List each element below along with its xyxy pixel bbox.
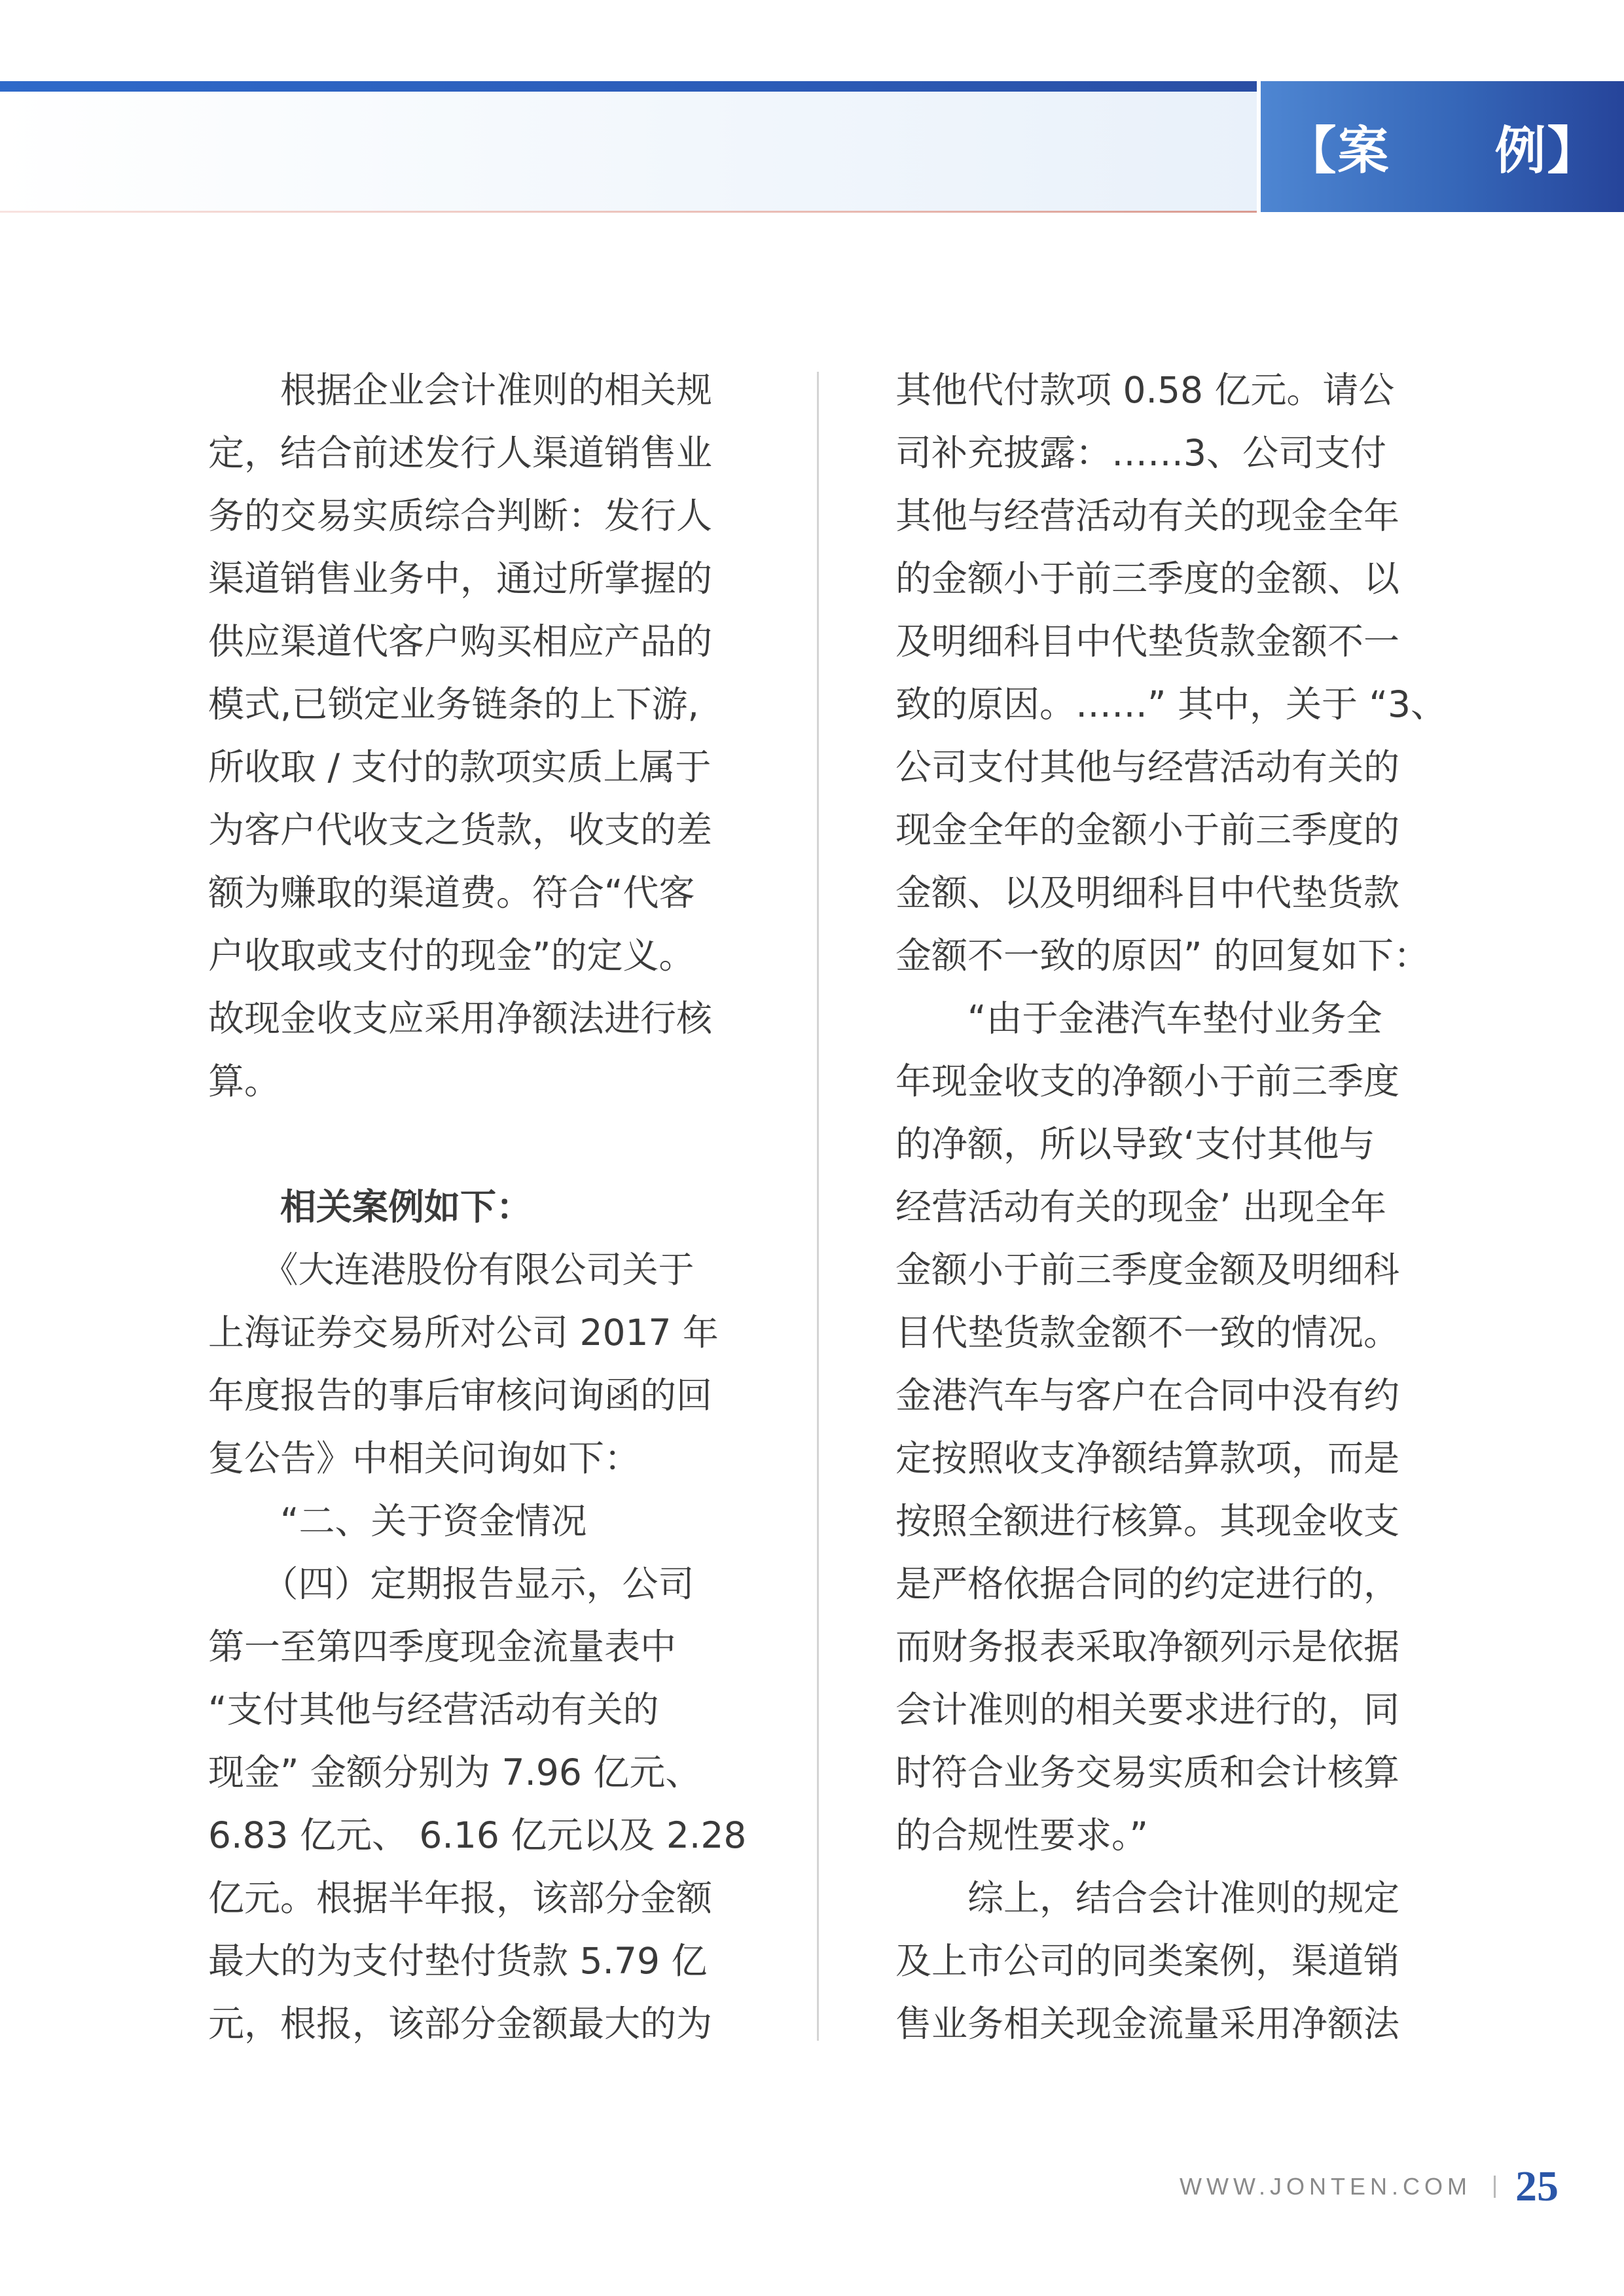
header-band [0,92,1257,212]
text-line: 的净额，所以导致‘支付其他与 [895,1123,1375,1165]
text-line: 现金全年的金额小于前三季度的 [895,809,1400,851]
text-line: 所收取 / 支付的款项实质上属于 [208,746,712,788]
text-line: 经营活动有关的现金’ 出现全年 [895,1186,1386,1228]
section-tag-label: 【案 例】 [1285,122,1600,181]
text-line: 年度报告的事后审核问询函的回 [208,1374,713,1416]
text-line: 金额、以及明细科目中代垫货款 [895,872,1400,914]
page-footer [1180,2157,1559,2216]
text-line: 《大连港股份有限公司关于 [208,1249,695,1291]
text-line: 的合规性要求。” [895,1814,1148,1856]
text-line: 会计准则的相关要求进行的，同 [895,1689,1400,1731]
text-line: “二、关于资金情况 [208,1500,587,1542]
page-number: 25 [1515,2162,1559,2210]
text-line: “支付其他与经营活动有关的 [208,1689,659,1731]
website-url: WWW.JONTEN.COM [1180,2173,1471,2200]
text-line: 综上，结合会计准则的规定 [895,1877,1400,1919]
right-column [895,359,1447,2055]
text-line: 定按照收支净额结算款项，而是 [895,1437,1400,1479]
section-tag [1261,81,1624,212]
header-bottom-rule [0,211,1257,213]
text-line: 金额不一致的原因” 的回复如下： [895,935,1430,977]
text-line: 亿元。根据半年报，该部分金额 [208,1877,713,1919]
text-line: 故现金收支应采用净额法进行核 [208,997,713,1039]
text-line: 第一至第四季度现金流量表中 [208,1626,677,1668]
text-line: 及上市公司的同类案例，渠道销 [895,1940,1400,1982]
text-line: 而财务报表采取净额列示是依据 [895,1626,1400,1668]
text-line: 为客户代收支之货款，收支的差 [208,809,713,851]
text-line: 司补充披露：……3、公司支付 [895,432,1386,474]
text-line: 务的交易实质综合判断：发行人 [208,495,713,537]
text-line: 是严格依据合同的约定进行的， [895,1563,1400,1605]
text-line: 金额小于前三季度金额及明细科 [895,1249,1400,1291]
text-line: 额为赚取的渠道费。符合“代客 [208,872,695,914]
text-line: 现金” 金额分别为 7.96 亿元、 [208,1751,702,1793]
text-line: “由于金港汽车垫付业务全 [895,997,1382,1039]
text-line: 其他与经营活动有关的现金全年 [895,495,1400,537]
text-line: 时符合业务交易实质和会计核算 [895,1751,1400,1793]
subheading-line: 相关案例如下： [208,1186,533,1228]
text-line: 供应渠道代客户购买相应产品的 [208,620,713,662]
text-line: 户收取或支付的现金”的定义。 [208,935,695,977]
text-line: 复公告》中相关问询如下： [208,1437,641,1479]
text-line: 根据企业会计准则的相关规 [208,369,713,411]
text-line: 上海证券交易所对公司 2017 年 [208,1312,719,1354]
text-line: 渠道销售业务中，通过所掌握的 [208,558,713,600]
text-line: 年现金收支的净额小于前三季度 [895,1060,1400,1102]
text-line: 的金额小于前三季度的金额、以 [895,558,1400,600]
text-line: 定，结合前述发行人渠道销售业 [208,432,713,474]
text-line: 目代垫货款金额不一致的情况。 [895,1312,1400,1354]
text-line: 致的原因。……” 其中，关于 “3、 [895,683,1447,725]
text-line: 及明细科目中代垫货款金额不一 [895,620,1400,662]
header-top-rule [0,81,1257,92]
text-line: 售业务相关现金流量采用净额法 [895,2003,1400,2045]
text-line: 按照全额进行核算。其现金收支 [895,1500,1400,1542]
footer-separator [1494,2176,1496,2198]
text-line: 算。 [208,1060,281,1102]
column-divider [817,372,819,2041]
text-line: 其他代付款项 0.58 亿元。请公 [895,369,1395,411]
left-column [208,359,747,2055]
text-line: 模式,已锁定业务链条的上下游, [208,683,699,725]
text-line: （四）定期报告显示，公司 [208,1563,695,1605]
text-line: 元，根报，该部分金额最大的为 [208,2003,713,2045]
text-line: 6.83 亿元、 6.16 亿元以及 2.28 [208,1814,747,1856]
text-line: 金港汽车与客户在合同中没有约 [895,1374,1400,1416]
text-line: 最大的为支付垫付货款 5.79 亿 [208,1940,708,1982]
paragraph-gap [208,1113,742,1175]
text-line: 公司支付其他与经营活动有关的 [895,746,1400,788]
